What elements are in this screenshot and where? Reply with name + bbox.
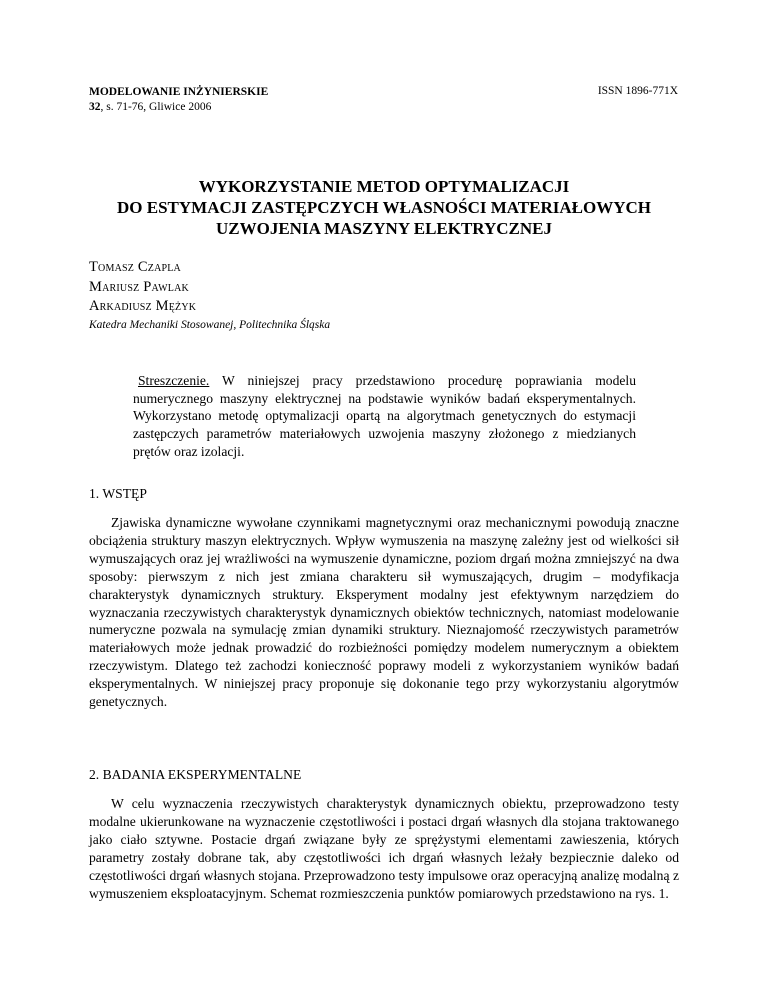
section-heading: 2. BADANIA EKSPERYMENTALNE <box>89 767 302 782</box>
abstract <box>133 372 636 461</box>
journal-name: MODELOWANIE INŻYNIERSKIE <box>89 86 269 98</box>
title-line-2: DO ESTYMACJI ZASTĘPCZYCH WŁASNOŚCI MATERIAŁOWYCH <box>116 198 651 217</box>
affiliation: Katedra Mechaniki Stosowanej, Politechnika Śląska <box>89 319 331 331</box>
author-name: Tomasz Czapla <box>89 259 181 275</box>
section-paragraph: W celu wyznaczenia rzeczywistych charakterystyk dynamicznych obiektu, przeprowadzono testy modalne ukierunkowane na wyznaczenie częstotliwości i postaci drgań własnych dla stojana traktowanego jako ciało sztywne. Postacie drgań związane były ze sprężystymi elementami zawieszenia, których parametry zostały dobrane tak, aby częstotliwości ich drgań własnych leżały bezpiecznie daleko od częstotliwości drgań własnych stojana. Przeprowadzono testy impulsowe oraz operacyjną analizę modalną z wymuszeniem eksploatacyjnym. Schemat rozmieszczenia punktów pomiarowych przedstawiono na rys. 1. <box>89 796 679 901</box>
journal-pages: , s. 71-76, Gliwice 2006 <box>100 101 212 113</box>
abstract-text: W niniejszej pracy przedstawiono procedurę poprawiania modelu numerycznego maszyny elektrycznej na podstawie wyników badań eksperymentalnych. Wykorzystano metodę optymalizacji opartą na algorytmach genetycznych do estymacji zastępczych parametrów materiałowych uzwojenia maszyny złożonego z miedzianych prętów oraz izolacji. <box>133 373 636 459</box>
paper-title <box>60 176 708 239</box>
title-line-1: WYKORZYSTANIE METOD OPTYMALIZACJI <box>198 177 570 196</box>
author-name: Mariusz Pawlak <box>89 278 189 295</box>
issn: ISSN 1896-771X <box>597 85 678 97</box>
author-name: Arkadiusz Mężyk <box>89 298 197 314</box>
title-line-3: UZWOJENIA MASZYNY ELEKTRYCZNEJ <box>216 219 552 238</box>
author-list <box>89 258 196 317</box>
journal-header <box>89 85 268 115</box>
section-heading: 1. WSTĘP <box>89 486 147 501</box>
journal-volume: 32 <box>89 101 101 113</box>
journal-volume-line <box>89 100 268 115</box>
abstract-lead: Streszczenie. <box>138 373 210 388</box>
section-paragraph: Zjawiska dynamiczne wywołane czynnikami magnetycznymi oraz mechanicznymi powodują znaczne obciążenia struktury maszyn elektrycznych. Wpływ wymuszenia na maszynę zależny jest od wielkości sił wymuszających oraz jej wrażliwości na wymuszenie dynamiczne, poziom drgań można zmniejszyć na dwa sposoby: pierwszym z nich jest zmiana charakteru sił wymuszających, drugim – modyfikacja charakterystyk dynamicznych struktury. Eksperyment modalny jest efektywnym narzędziem do wyznaczania rzeczywistych charakterystyk dynamicznych obiektów technicznych, natomiast modelowanie numeryczne pozwala na symulację zmian dynamiki struktury. Nieznajomość rzeczywistych parametrów materiałowych może jednak prowadzić do rozbieżności pomiędzy modelem numerycznym a obiektem rzeczywistym. Dlatego też zachodzi konieczność poprawy modeli z wykorzystaniem wyników badań eksperymentalnych. W niniejszej pracy proponuje się dokonanie tego przy wykorzystaniu algorytmów genetycznych. <box>89 515 679 710</box>
